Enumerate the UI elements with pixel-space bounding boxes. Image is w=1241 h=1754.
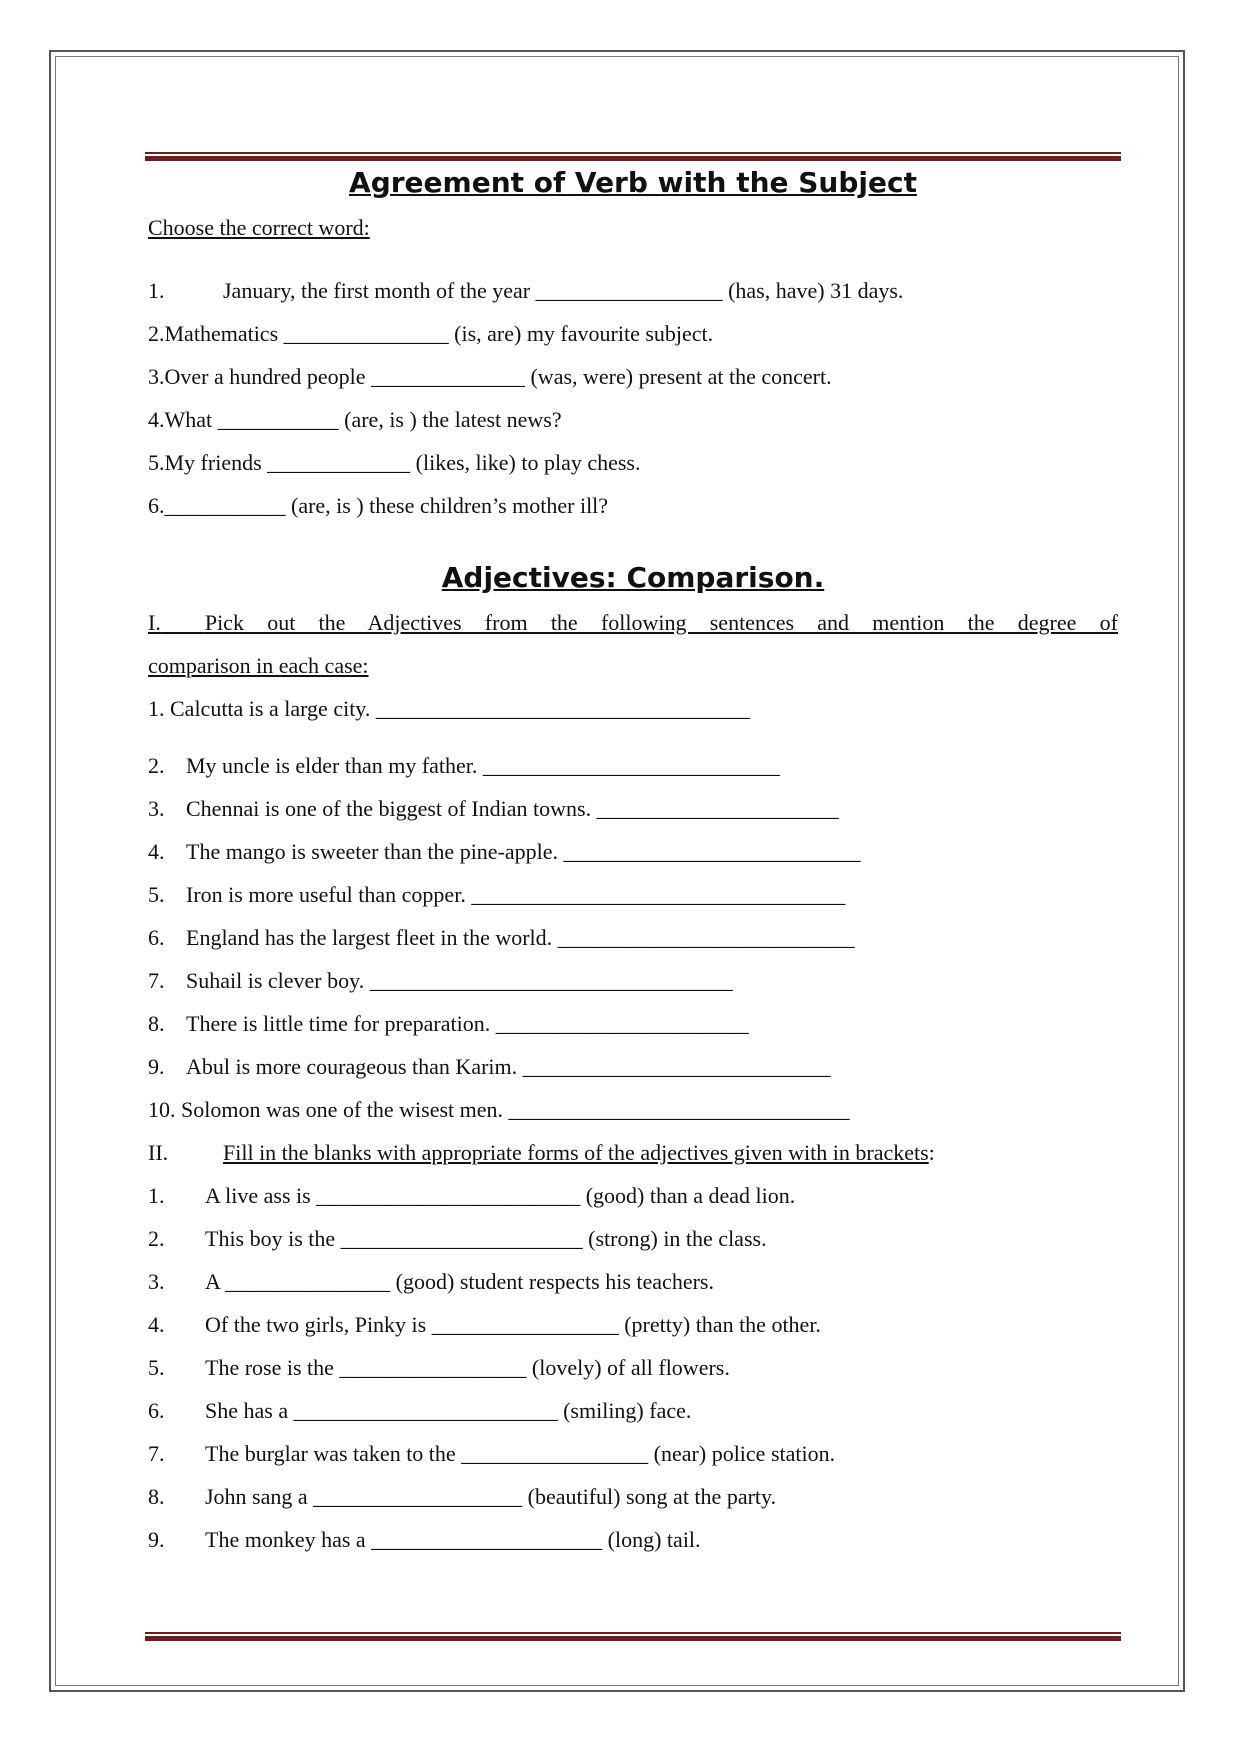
item-number: 8.	[148, 1484, 165, 1509]
worksheet-content	[148, 160, 1118, 1561]
list-item	[148, 1518, 1118, 1561]
item-number: 4.	[148, 1312, 165, 1337]
item-text: Chennai is one of the biggest of Indian towns. ______________________	[186, 796, 839, 821]
item-text: The monkey has a _____________________ (long) tail.	[205, 1527, 701, 1552]
item-number: 5.	[148, 882, 165, 907]
item-number: 6.	[148, 925, 165, 950]
item-text: A _______________ (good) student respects his teachers.	[205, 1269, 714, 1294]
item-number: 10.	[148, 1097, 176, 1122]
item-number: 3.	[148, 796, 165, 821]
part1-instruction-line2: comparison in each case:	[148, 653, 369, 678]
item-text: Solomon was one of the wisest men. _______________________________	[181, 1097, 850, 1122]
item-number: 2.	[148, 1226, 165, 1251]
item-number: 9.	[148, 1527, 165, 1552]
item-number: 7.	[148, 1441, 165, 1466]
item-text: Suhail is clever boy. _________________________________	[186, 968, 733, 993]
item-text: My uncle is elder than my father. ___________________________	[186, 753, 780, 778]
item-number: 2.	[148, 753, 165, 778]
item-text: Of the two girls, Pinky is _________________ (pretty) than the other.	[205, 1312, 821, 1337]
item-number: 5.	[148, 1355, 165, 1380]
item-text: There is little time for preparation. _______________________	[186, 1011, 749, 1036]
list-item	[148, 1432, 1118, 1475]
list-item	[148, 959, 1118, 1002]
list-item	[148, 1260, 1118, 1303]
part2-instruction	[148, 1131, 1118, 1174]
item-number: 1.	[148, 696, 165, 721]
item-number: 9.	[148, 1054, 165, 1079]
item-number: 1.	[148, 278, 165, 303]
item-number: 4.	[148, 839, 165, 864]
item-text: Iron is more useful than copper. __________________________________	[186, 882, 846, 907]
item-text: 3.Over a hundred people ______________ (was, were) present at the concert.	[148, 364, 832, 389]
item-text: She has a ________________________ (smiling) face.	[205, 1398, 692, 1423]
part1-instruction-line1	[148, 601, 1118, 644]
item-number: 7.	[148, 968, 165, 993]
item-number: 3.	[148, 1269, 165, 1294]
item-text: The rose is the _________________ (lovely) of all flowers.	[205, 1355, 730, 1380]
item-text: Calcutta is a large city. __________________________________	[170, 696, 750, 721]
item-number: 1.	[148, 1183, 165, 1208]
list-item	[148, 269, 1118, 312]
item-text: 2.Mathematics _______________ (is, are) my favourite subject.	[148, 321, 714, 346]
item-text: 5.My friends _____________ (likes, like) to play chess.	[148, 450, 641, 475]
item-text: This boy is the ______________________ (strong) in the class.	[205, 1226, 767, 1251]
list-item	[148, 1002, 1118, 1045]
list-item	[148, 484, 1118, 527]
item-text: 4.What ___________ (are, is ) the latest news?	[148, 407, 562, 432]
bottom-rule	[145, 1632, 1121, 1641]
item-number: 8.	[148, 1011, 165, 1036]
list-item	[148, 744, 1118, 787]
item-text: Abul is more courageous than Karim. ____________________________	[186, 1054, 831, 1079]
list-item	[148, 1217, 1118, 1260]
item-text: January, the first month of the year _________________ (has, have) 31 days.	[223, 278, 904, 303]
part2-instruction-suffix: :	[928, 1140, 935, 1165]
list-item	[148, 916, 1118, 959]
item-text: England has the largest fleet in the world. ___________________________	[186, 925, 855, 950]
item-text: A live ass is ________________________ (good) than a dead lion.	[205, 1183, 796, 1208]
list-item	[148, 312, 1118, 355]
list-item	[148, 1346, 1118, 1389]
list-item	[148, 1303, 1118, 1346]
list-item	[148, 1389, 1118, 1432]
list-item	[148, 355, 1118, 398]
list-item	[148, 1088, 1118, 1131]
list-item	[148, 873, 1118, 916]
list-item	[148, 830, 1118, 873]
list-item	[148, 398, 1118, 441]
section2-title: Adjectives: Comparison.	[441, 561, 825, 594]
list-item	[148, 441, 1118, 484]
part2-instruction-text: Fill in the blanks with appropriate forms of the adjectives given with in brackets	[223, 1140, 929, 1165]
section1-instruction: Choose the correct word:	[148, 215, 370, 240]
part1-numeral: I.	[148, 610, 161, 635]
part2-numeral: II.	[148, 1140, 169, 1165]
item-number: 6.	[148, 1398, 165, 1423]
item-text: The burglar was taken to the _________________ (near) police station.	[205, 1441, 836, 1466]
item-text: The mango is sweeter than the pine-apple. ___________________________	[186, 839, 861, 864]
section1-title: Agreement of Verb with the Subject	[349, 166, 917, 199]
list-item	[148, 687, 1118, 730]
list-item	[148, 787, 1118, 830]
list-item	[148, 1475, 1118, 1518]
list-item	[148, 1174, 1118, 1217]
part1-instruction-text: Pick out the Adjectives from the following sentences and mention the degree of	[204, 610, 1118, 635]
item-text: John sang a ___________________ (beautiful) song at the party.	[205, 1484, 777, 1509]
list-item	[148, 1045, 1118, 1088]
item-text: 6.___________ (are, is ) these children’s mother ill?	[148, 493, 609, 518]
